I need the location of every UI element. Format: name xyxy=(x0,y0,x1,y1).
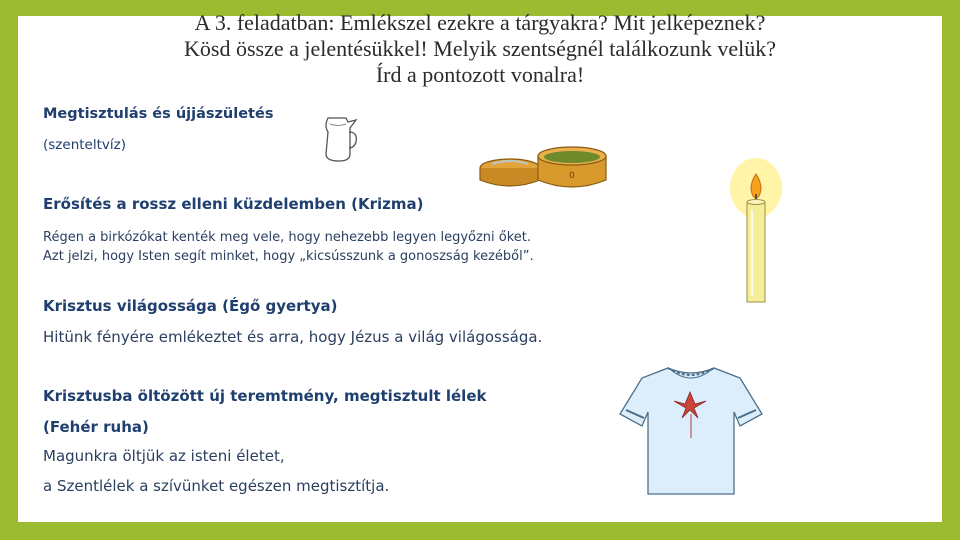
item-1-heading: Megtisztulás és újjászületés xyxy=(43,106,274,122)
white-garment-icon xyxy=(616,356,766,500)
chrism-oil-icon xyxy=(478,128,618,198)
item-4-text-1: Magunkra öltjük az isteni életet, xyxy=(43,447,285,465)
svg-text:0: 0 xyxy=(569,171,575,181)
item-4-text-2: a Szentlélek a szívünket egészen megtisztítja. xyxy=(43,477,390,495)
item-2-text-2: Azt jelzi, hogy Isten segít minket, hogy „kicsússzunk a gonoszság kezéből”. xyxy=(43,249,534,264)
item-2-text-1: Régen a birkózókat kenték meg vele, hogy nehezebb legyen legyőzni őket. xyxy=(43,230,532,245)
item-4-subheading: (Fehér ruha) xyxy=(43,418,149,436)
item-4-heading: Krisztusba öltözött új teremtmény, megtisztult lélek xyxy=(43,387,487,405)
water-jug-icon xyxy=(318,114,360,164)
item-2-heading: Erősítés a rossz elleni küzdelemben (Krizma) xyxy=(43,195,424,213)
page-title xyxy=(0,10,960,88)
item-3-heading: Krisztus világossága (Égő gyertya) xyxy=(43,297,338,315)
title-line-1: A 3. feladatban: Emlékszel ezekre a tárgyakra? Mit jelképeznek? xyxy=(194,10,766,35)
title-line-3: Írd a pontozott vonalra! xyxy=(375,62,585,87)
title-line-2: Kösd össze a jelentésükkel! Melyik szentségnél találkozunk velük? xyxy=(184,36,776,61)
item-1-subheading: (szenteltvíz) xyxy=(43,137,126,153)
candle-icon xyxy=(728,156,784,312)
item-3-text-1: Hitünk fényére emlékeztet és arra, hogy Jézus a világ világossága. xyxy=(43,328,543,346)
